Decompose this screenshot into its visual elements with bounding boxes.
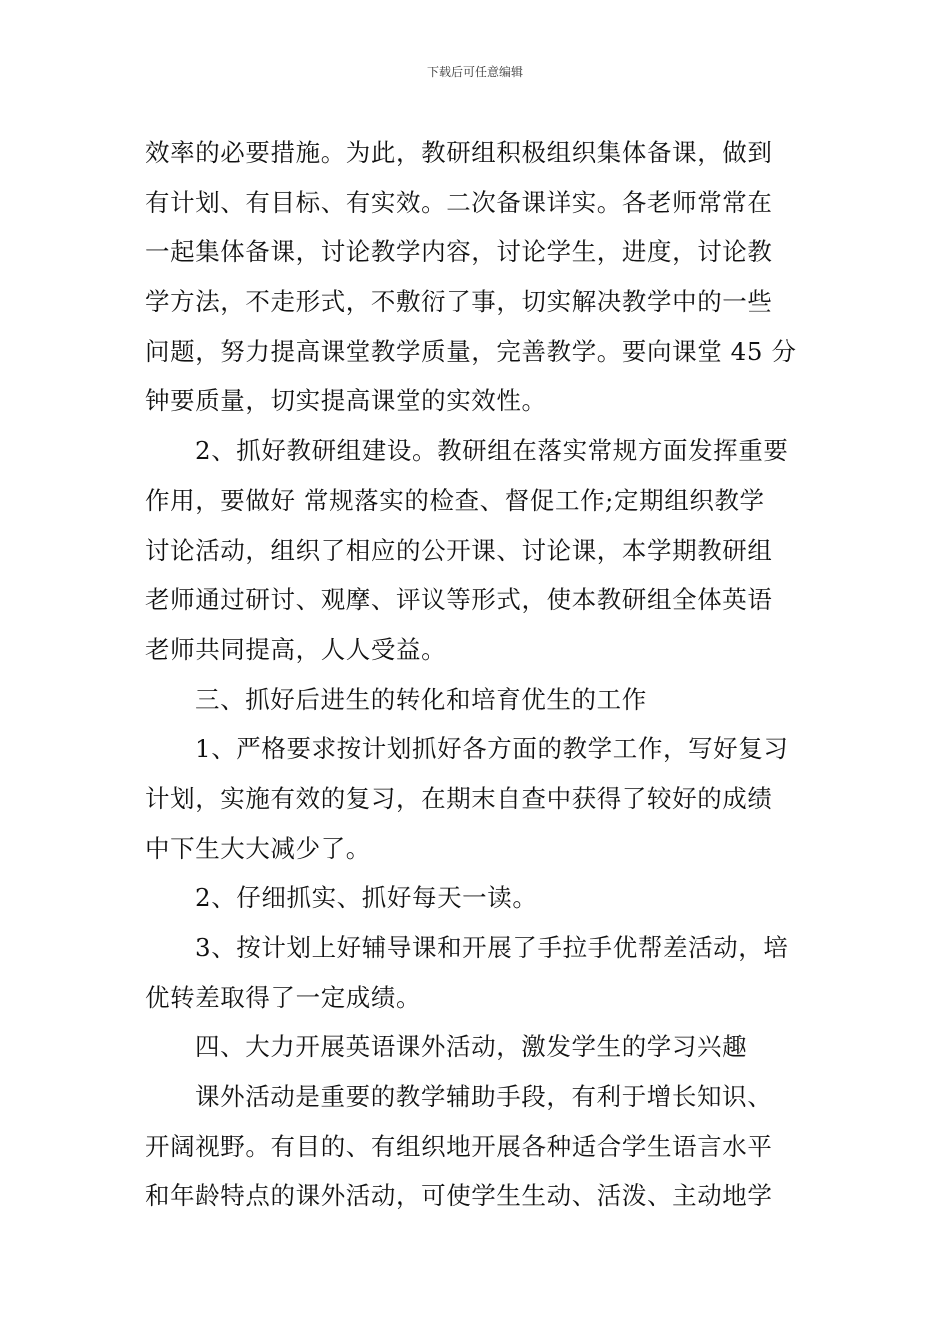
text-line: 有计划、有目标、有实效。二次备课详实。各老师常常在 <box>145 187 773 217</box>
text-line: 计划，实施有效的复习，在期末自查中获得了较好的成绩 <box>145 783 773 813</box>
text-line: 和年龄特点的课外活动，可使学生生动、活泼、主动地学 <box>145 1181 773 1211</box>
paragraph-start-line: 3、按计划上好辅导课和开展了手拉手优帮差活动，培 <box>195 933 789 962</box>
text-line: 钟要质量，切实提高课堂的实效性。 <box>145 386 547 416</box>
paragraph-start-line: 2、仔细抓实、抓好每天一读。 <box>195 883 538 913</box>
section-heading: 四、大力开展英语课外活动，激发学生的学习兴趣 <box>195 1032 748 1062</box>
text-line: 讨论活动，组织了相应的公开课、讨论课，本学期教研组 <box>145 535 773 565</box>
paragraph-start-line: 课外活动是重要的教学辅助手段，有利于增长知识、 <box>195 1082 773 1112</box>
text-line: 作用，要做好 常规落实的检查、督促工作;定期组织教学 <box>145 485 765 515</box>
text-line: 优转差取得了一定成绩。 <box>145 982 422 1012</box>
paragraph-start-line: 2、抓好教研组建设。教研组在落实常规方面发挥重要 <box>195 436 789 466</box>
document-body <box>145 128 825 1221</box>
text-line: 效率的必要措施。为此，教研组积极组织集体备课，做到 <box>145 138 773 167</box>
text-line: 学方法，不走形式，不敷衍了事，切实解决教学中的一些 <box>145 287 773 317</box>
section-heading: 三、抓好后进生的转化和培育优生的工作 <box>195 684 647 714</box>
text-line: 中下生大大减少了。 <box>145 833 371 863</box>
page-header-note: 下载后可任意编辑 <box>426 65 523 79</box>
text-line: 问题，努力提高课堂教学质量，完善教学。要向课堂 45 分 <box>145 336 797 366</box>
text-line: 开阔视野。有目的、有组织地开展各种适合学生语言水平 <box>145 1131 773 1161</box>
text-line: 老师共同提高，人人受益。 <box>145 634 447 664</box>
text-line: 老师通过研讨、观摩、评议等形式，使本教研组全体英语 <box>145 585 773 615</box>
paragraph-start-line: 1、严格要求按计划抓好各方面的教学工作，写好复习 <box>195 734 789 764</box>
text-line: 一起集体备课，讨论教学内容，讨论学生，进度，讨论教 <box>145 237 773 267</box>
